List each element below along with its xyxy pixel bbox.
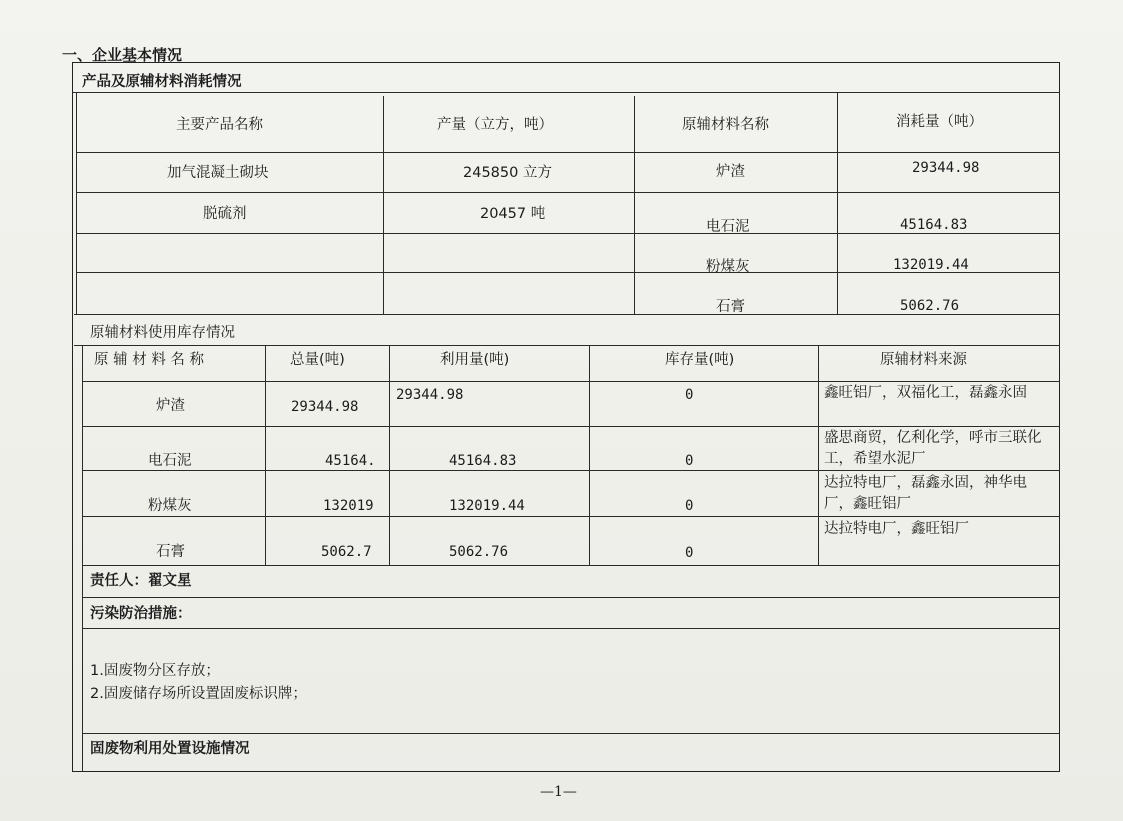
col-divider: [76, 92, 77, 314]
inventory-source: 达拉特电厂，鑫旺铝厂: [824, 521, 969, 537]
facility-title: 固废物利用处置设施情况: [90, 741, 250, 757]
row-divider: [82, 381, 1060, 382]
material-name: 粉煤灰: [706, 259, 750, 275]
section-title: 产品及原辅材料消耗情况: [82, 74, 242, 90]
row-divider: [82, 628, 1060, 629]
responsible-person: 责任人：翟文星: [90, 573, 192, 589]
inventory-material: 粉煤灰: [148, 498, 192, 514]
header-material-name: 原 辅 材 料 名 称: [94, 352, 205, 368]
row-divider: [82, 565, 1060, 566]
inventory-material: 炉渣: [156, 398, 185, 414]
material-name: 电石泥: [706, 219, 750, 235]
measure-item: 2.固废储存场所设置固废标识牌；: [90, 686, 307, 702]
material-name: 炉渣: [716, 164, 745, 180]
col-divider: [634, 96, 635, 314]
measure-item: 1.固废物分区存放；: [90, 663, 220, 679]
row-divider: [82, 597, 1060, 598]
inventory-used: 45164.83: [449, 453, 517, 469]
col-divider: [265, 345, 266, 565]
inventory-stock: 0: [685, 387, 694, 403]
product-name: 脱硫剂: [203, 206, 247, 222]
material-amount: 5062.76: [900, 298, 960, 314]
header-consumption: 消耗量（吨）: [896, 114, 983, 130]
inventory-stock: 0: [685, 545, 694, 561]
section-heading: 一、企业基本情况: [62, 46, 183, 64]
material-amount: 132019.44: [893, 257, 969, 273]
page-number: —1—: [540, 784, 577, 800]
inventory-used: 29344.98: [396, 387, 464, 403]
inventory-total: 5062.7: [321, 544, 372, 560]
row-divider: [82, 516, 1060, 517]
header-used: 利用量(吨): [440, 352, 510, 368]
inventory-source: 鑫旺铝厂，双福化工，磊鑫永固: [824, 385, 1027, 401]
col-divider: [589, 345, 590, 565]
row-divider: [76, 152, 1060, 153]
section-title: 原辅材料使用库存情况: [90, 325, 235, 341]
row-divider: [82, 426, 1060, 427]
product-name: 加气混凝土砌块: [167, 165, 269, 181]
inventory-stock: 0: [685, 498, 694, 514]
inventory-total: 45164.: [325, 453, 376, 469]
inventory-source: 达拉特电厂，磊鑫永固，神华电厂，鑫旺铝厂: [824, 475, 1027, 512]
inventory-total: 29344.98: [291, 399, 359, 415]
header-source: 原辅材料来源: [880, 352, 967, 368]
row-divider: [74, 345, 1060, 346]
header-product-name: 主要产品名称: [176, 117, 263, 133]
col-divider: [389, 345, 390, 565]
col-divider: [837, 92, 838, 314]
material-name: 石膏: [716, 299, 745, 315]
inventory-total: 132019: [323, 498, 374, 514]
material-amount: 45164.83: [900, 217, 968, 233]
col-divider: [818, 345, 819, 565]
col-divider: [383, 96, 384, 314]
header-output: 产量（立方，吨）: [437, 117, 553, 133]
inventory-material: 电石泥: [148, 453, 192, 469]
row-divider: [72, 92, 1060, 93]
header-total: 总量(吨): [290, 352, 345, 368]
row-divider: [82, 470, 1060, 471]
header-stock: 库存量(吨): [665, 352, 735, 368]
pollution-title: 污染防治措施：: [90, 606, 192, 622]
header-material-name: 原辅材料名称: [682, 117, 769, 133]
product-output: 20457 吨: [480, 206, 546, 222]
material-amount: 29344.98: [912, 160, 980, 176]
inventory-source: 盛思商贸，亿利化学，呼市三联化工，希望水泥厂: [824, 430, 1042, 467]
inventory-material: 石膏: [156, 544, 185, 560]
product-output: 245850 立方: [463, 165, 552, 181]
row-divider: [82, 733, 1060, 734]
inventory-stock: 0: [685, 453, 694, 469]
inventory-used: 132019.44: [449, 498, 525, 514]
inventory-used: 5062.76: [449, 544, 509, 560]
row-divider: [76, 192, 1060, 193]
col-divider: [82, 345, 83, 772]
